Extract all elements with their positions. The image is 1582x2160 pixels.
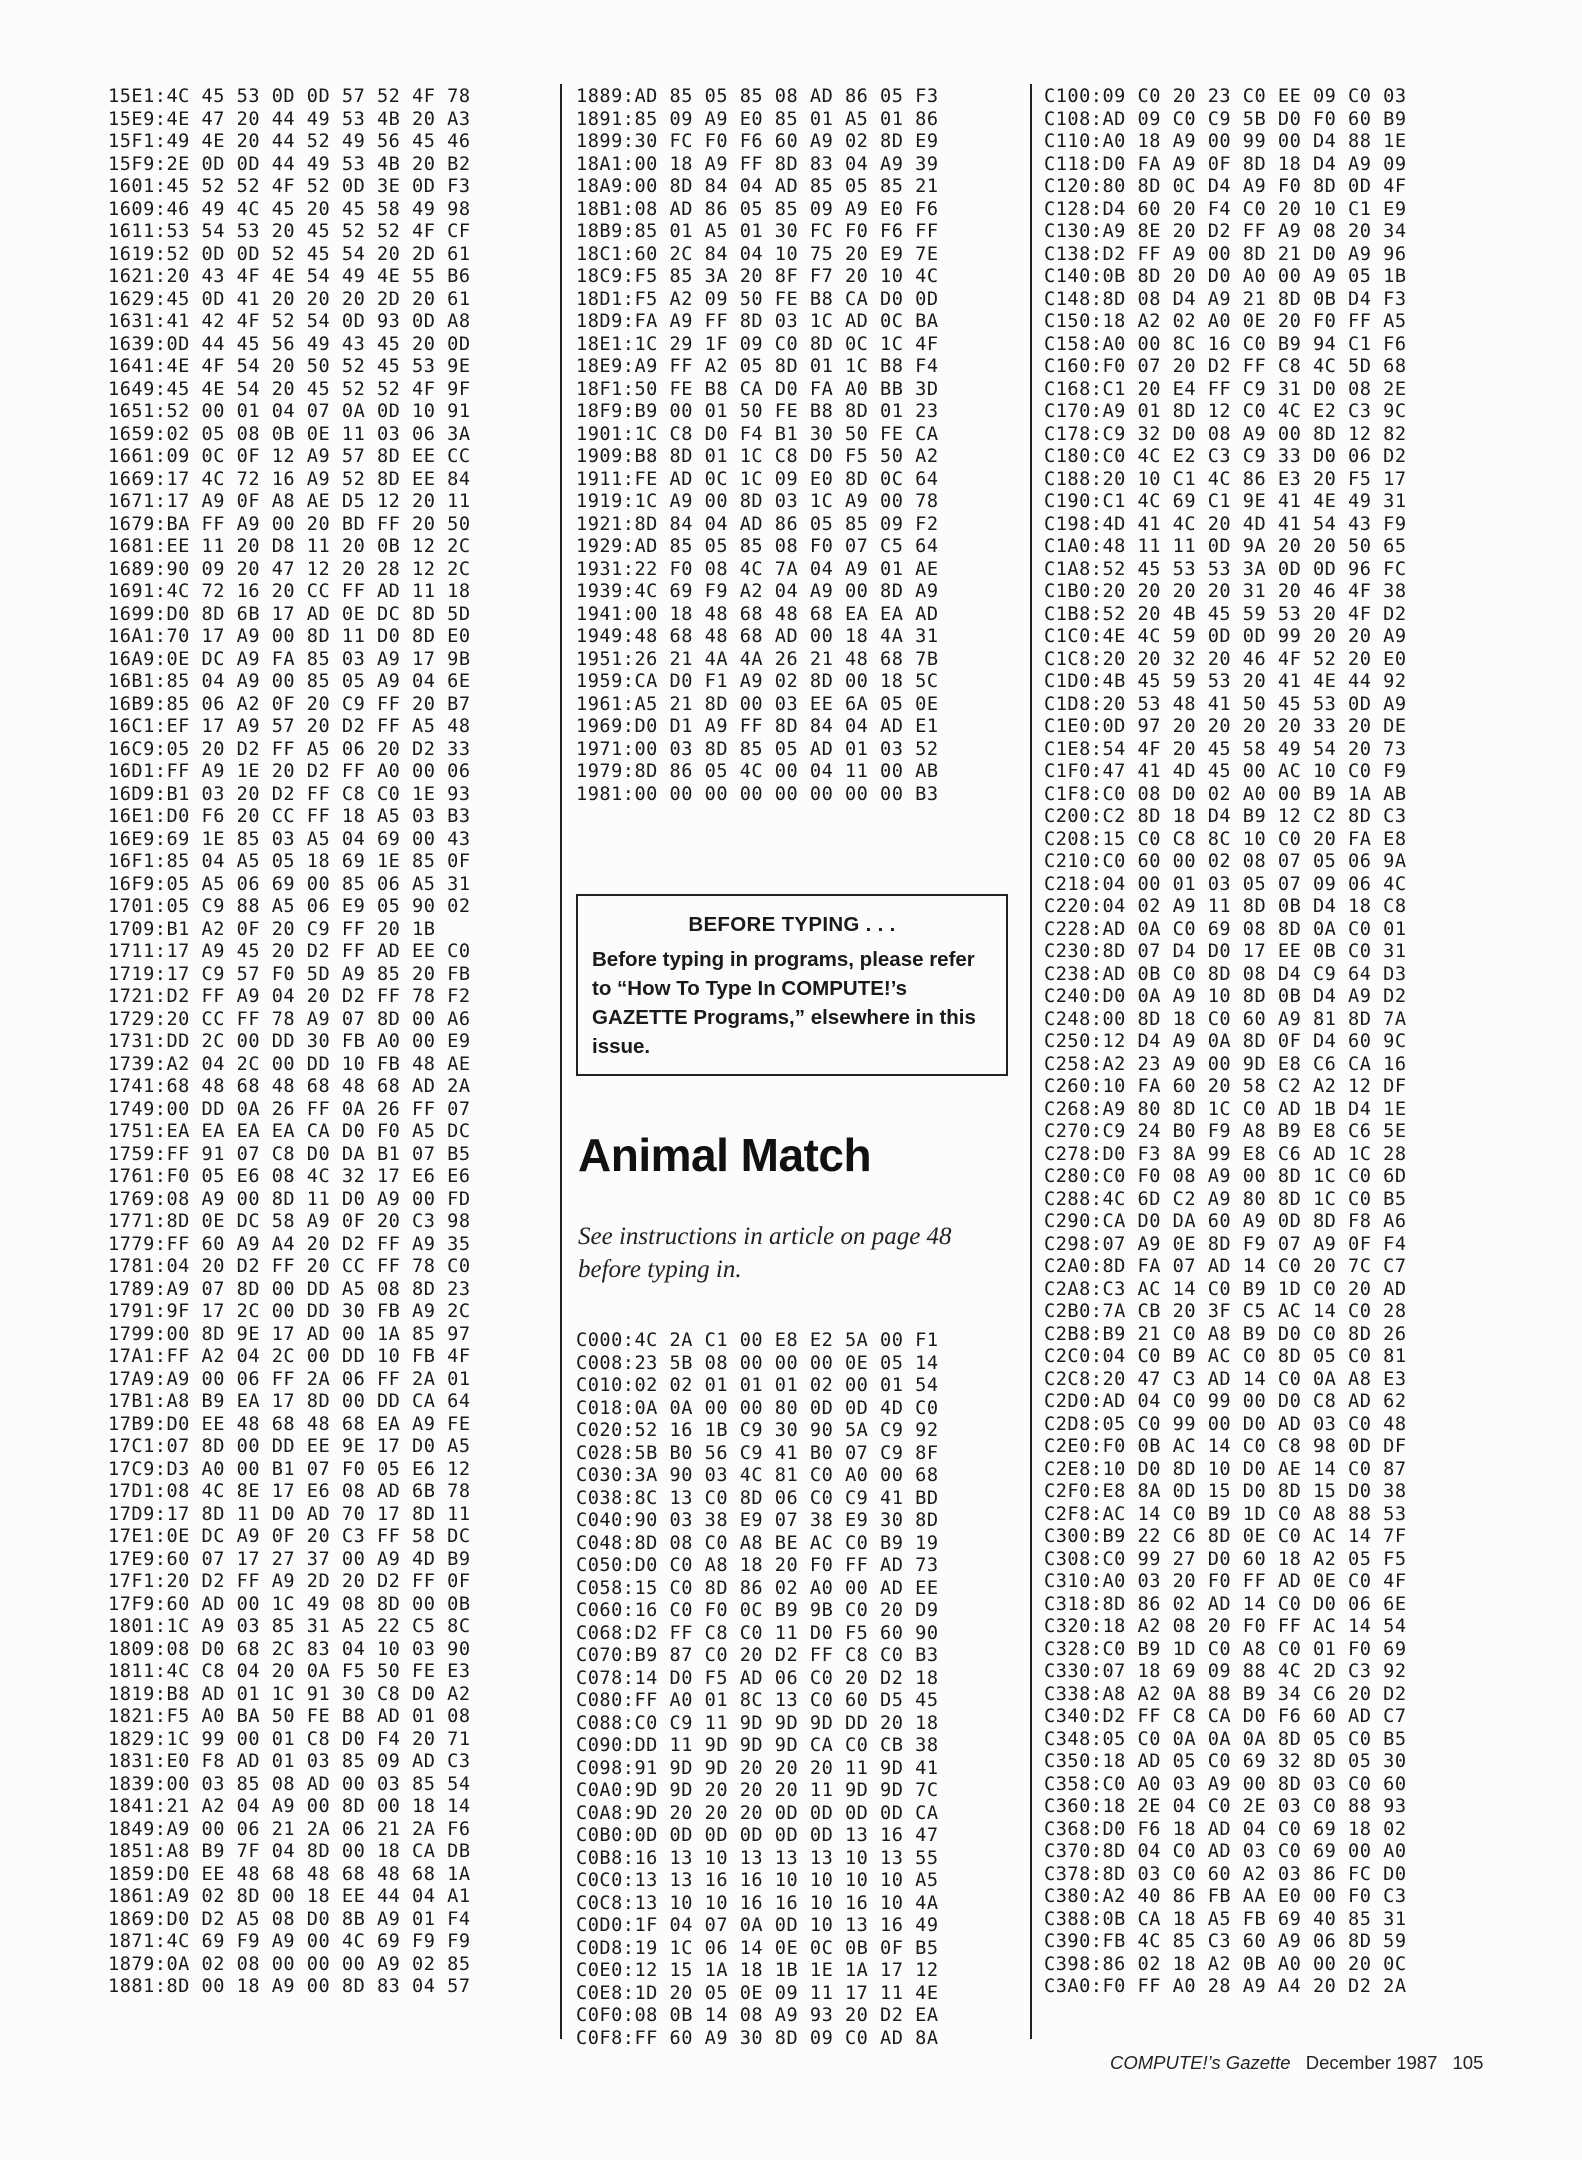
box-body: Before typing in programs, please refer to “How To Type In COMPUTE!’s GAZETTE Programs,” elsewhere in this issue. — [592, 948, 976, 1058]
listing-column-2-bottom: C000:4C 2A C1 00 E8 E2 5A 00 F1 C008:23 5B 08 00 00 00 0E 05 14 C010:02 02 01 01 01 02 00 01 54 C018:0A 0A 00 00 80 0D 0D 4D C0 C020:52 16 1B C9 30 90 5A C9 92 C028:5B B0 56 C9 41 B0 07 C9 8F C030:3A 90 03 4C 81 C0 A0 00 68 C038:8C 13 C0 8D 06 C0 C9 41 BD C040:90 03 38 E9 07 38 E9 30 8D C048:8D 08 C0 A8 BE AC C0 B9 19 C050:D0 C0 A8 18 20 F0 FF AD 73 C058:15 C0 8D 86 02 A0 00 AD EE C060:16 C0 F0 0C B9 9B C0 20 D9 C068:D2 FF C8 C0 11 D0 F5 60 90 C070:B9 87 C0 20 D2 FF C8 C0 B3 C078:14 D0 F5 AD 06 C0 20 D2 18 C080:FF A0 01 8C 13 C0 60 D5 45 C088:C0 C9 11 9D 9D 9D DD 20 18 C090:DD 11 9D 9D 9D CA C0 CB 38 C098:91 9D 9D 20 20 20 11 9D 41 C0A0:9D 9D 20 20 20 11 9D 9D 7C C0A8:9D 20 20 20 0D 0D 0D 0D CA C0B0:0D 0D 0D 0D 0D 0D 13 16 47 C0B8:16 13 10 13 13 13 10 13 55 C0C0:13 13 16 16 10 10 10 10 A5 C0C8:13 10 10 16 16 10 16 10 4A C0D0:1F 04 07 0A 0D 10 13 16 49 C0D8:19 1C 06 14 0E 0C 0B 0F B5 C0E0:12 15 1A 18 1B 1E 1A 17 12 C0E8:1D 20 05 0E 09 11 17 11 4E C0F0:08 0B 14 08 A9 93 20 D2 EA C0F8:FF 60 A9 30 8D 09 C0 AD 8A — [576, 1330, 939, 2049]
column-rule-1 — [560, 84, 562, 2039]
listing-column-3: C100:09 C0 20 23 C0 EE 09 C0 03 C108:AD 09 C0 C9 5B D0 F0 60 B9 C110:A0 18 A9 00 99 00 D4 88 1E C118:D0 FA A9 0F 8D 18 D4 A9 09 C120:80 8D 0C D4 A9 F0 8D 0D 4F C128:D4 60 20 F4 C0 20 10 C1 E9 C130:A9 8E 20 D2 FF A9 08 20 34 C138:D2 FF A9 00 8D 21 D0 A9 96 C140:0B 8D 20 D0 A0 00 A9 05 1B C148:8D 08 D4 A9 21 8D 0B D4 F3 C150:18 A2 02 A0 0E 20 F0 FF A5 C158:A0 00 8C 16 C0 B9 94 C1 F6 C160:F0 07 20 D2 FF C8 4C 5D 68 C168:C1 20 E4 FF C9 31 D0 08 2E C170:A9 01 8D 12 C0 4C E2 C3 9C C178:C9 32 D0 08 A9 00 8D 12 82 C180:C0 4C E2 C3 C9 33 D0 06 D2 C188:20 10 C1 4C 86 E3 20 F5 17 C190:C1 4C 69 C1 9E 41 4E 49 31 C198:4D 41 4C 20 4D 41 54 43 F9 C1A0:48 11 11 0D 9A 20 20 50 65 C1A8:52 45 53 53 3A 0D 0D 96 FC C1B0:20 20 20 20 31 20 46 4F 38 C1B8:52 20 4B 45 59 53 20 4F D2 C1C0:4E 4C 59 0D 0D 99 20 20 A9 C1C8:20 20 32 20 46 4F 52 20 E0 C1D0:4B 45 59 53 20 41 4E 44 92 C1D8:20 53 48 41 50 45 53 0D A9 C1E0:0D 97 20 20 20 20 33 20 DE C1E8:54 4F 20 45 58 49 54 20 73 C1F0:47 41 4D 45 00 AC 10 C0 F9 C1F8:C0 08 D0 02 A0 00 B9 1A AB C200:C2 8D 18 D4 B9 12 C2 8D C3 C208:15 C0 C8 8C 10 C0 20 FA E8 C210:C0 60 00 02 08 07 05 06 9A C218:04 00 01 03 05 07 09 06 4C C220:04 02 A9 11 8D 0B D4 18 C8 C228:AD 0A C0 69 08 8D 0A C0 01 C230:8D 07 D4 D0 17 EE 0B C0 31 C238:AD 0B C0 8D 08 D4 C9 64 D3 C240:D0 0A A9 10 8D 0B D4 A9 D2 C248:00 8D 18 C0 60 A9 81 8D 7A C250:12 D4 A9 0A 8D 0F D4 60 9C C258:A2 23 A9 00 9D E8 C6 CA 16 C260:10 FA 60 20 58 C2 A2 12 DF C268:A9 80 8D 1C C0 AD 1B D4 1E C270:C9 24 B0 F9 A8 B9 E8 C6 5E C278:D0 F3 8A 99 E8 C6 AD 1C 28 C280:C0 F0 08 A9 00 8D 1C C0 6D C288:4C 6D C2 A9 80 8D 1C C0 B5 C290:CA D0 DA 60 A9 0D 8D F8 A6 C298:07 A9 0E 8D F9 07 A9 0F F4 C2A0:8D FA 07 AD 14 C0 20 7C C7 C2A8:C3 AC 14 C0 B9 1D C0 20 AD C2B0:7A CB 20 3F C5 AC 14 C0 28 C2B8:B9 21 C0 A8 B9 D0 C0 8D 26 C2C0:04 C0 B9 AC C0 8D 05 C0 81 C2C8:20 47 C3 AD 14 C0 0A A8 E3 C2D0:AD 04 C0 99 00 D0 C8 AD 62 C2D8:05 C0 99 00 D0 AD 03 C0 48 C2E0:F0 0B AC 14 C0 C8 98 0D DF C2E8:10 D0 8D 10 D0 AE 14 C0 87 C2F0:E8 8A 0D 15 D0 8D 15 D0 38 C2F8:AC 14 C0 B9 1D C0 A8 88 53 C300:B9 22 C6 8D 0E C0 AC 14 7F C308:C0 99 27 D0 60 18 A2 05 F5 C310:A0 03 20 F0 FF AD 0E C0 4F C318:8D 86 02 AD 14 C0 D0 06 6E C320:18 A2 08 20 F0 FF AC 14 54 C328:C0 B9 1D C0 A8 C0 01 F0 69 C330:07 18 69 09 88 4C 2D C3 92 C338:A8 A2 0A 88 B9 34 C6 20 D2 C340:D2 FF C8 CA D0 F6 60 AD C7 C348:05 C0 0A 0A 0A 8D 05 C0 B5 C350:18 AD 05 C0 69 32 8D 05 30 C358:C0 A0 03 A9 00 8D 03 C0 60 C360:18 2E 04 C0 2E 03 C0 88 93 C368:D0 F6 18 AD 04 C0 69 18 02 C370:8D 04 C0 AD 03 C0 69 00 A0 C378:8D 03 C0 60 A2 03 86 FC D0 C380:A2 40 86 FB AA E0 00 F0 C3 C388:0B CA 18 A5 FB 69 40 85 31 C390:FB 4C 85 C3 60 A9 06 8D 59 C398:86 02 18 A2 0B A0 00 20 0C C3A0:F0 FF A0 28 A9 A4 20 D2 2A — [1044, 86, 1407, 1997]
column-rule-2 — [1030, 84, 1032, 2039]
footer-issue: December 1987 — [1305, 2052, 1438, 2073]
box-heading: BEFORE TYPING . . . — [688, 913, 896, 936]
article-subtitle: See instructions in article on page 48 before typing in. — [578, 1223, 952, 1283]
listing-column-2-top: 1889:AD 85 05 85 08 AD 86 05 F3 1891:85 09 A9 E0 85 01 A5 01 86 1899:30 FC F0 F6 60 A9 02 8D E9 18A1:00 18 A9 FF 8D 83 04 A9 39 18A9:00 8D 84 04 AD 85 05 85 21 18B1:08 AD 86 05 85 09 A9 E0 F6 18B9:85 01 A5 01 30 FC F0 F6 FF 18C1:60 2C 84 04 10 75 20 E9 7E 18C9:F5 85 3A 20 8F F7 20 10 4C 18D1:F5 A2 09 50 FE B8 CA D0 0D 18D9:FA A9 FF 8D 03 1C AD 0C BA 18E1:1C 29 1F 09 C0 8D 0C 1C 4F 18E9:A9 FF A2 05 8D 01 1C B8 F4 18F1:50 FE B8 CA D0 FA A0 BB 3D 18F9:B9 00 01 50 FE B8 8D 01 23 1901:1C C8 D0 F4 B1 30 50 FE CA 1909:B8 8D 01 1C C8 D0 F5 50 A2 1911:FE AD 0C 1C 09 E0 8D 0C 64 1919:1C A9 00 8D 03 1C A9 00 78 1921:8D 84 04 AD 86 05 85 09 F2 1929:AD 85 05 85 08 F0 07 C5 64 1931:22 F0 08 4C 7A 04 A9 01 AE 1939:4C 69 F9 A2 04 A9 00 8D A9 1941:00 18 48 68 48 68 EA EA AD 1949:48 68 48 68 AD 00 18 4A 31 1951:26 21 4A 4A 26 21 48 68 7B 1959:CA D0 F1 A9 02 8D 00 18 5C 1961:A5 21 8D 00 03 EE 6A 05 0E 1969:D0 D1 A9 FF 8D 84 04 AD E1 1971:00 03 8D 85 05 AD 01 03 52 1979:8D 86 05 4C 00 04 11 00 AB 1981:00 00 00 00 00 00 00 00 B3 — [576, 86, 939, 805]
before-typing-box — [576, 894, 1008, 1076]
footer-magazine: COMPUTE!’s Gazette — [1110, 2052, 1291, 2073]
footer-page-number: 105 — [1452, 2052, 1484, 2073]
article-title: Animal Match — [578, 1129, 872, 1181]
page-footer — [1110, 2052, 1493, 2074]
listing-column-1: 15E1:4C 45 53 0D 0D 57 52 4F 78 15E9:4E 47 20 44 49 53 4B 20 A3 15F1:49 4E 20 44 52 49 56 45 46 15F9:2E 0D 0D 44 49 53 4B 20 B2 1601:45 52 52 4F 52 0D 3E 0D F3 1609:46 49 4C 45 20 45 58 49 98 1611:53 54 53 20 45 52 52 4F CF 1619:52 0D 0D 52 45 54 20 2D 61 1621:20 43 4F 4E 54 49 4E 55 B6 1629:45 0D 41 20 20 20 2D 20 61 1631:41 42 4F 52 54 0D 93 0D A8 1639:0D 44 45 56 49 43 45 20 0D 1641:4E 4F 54 20 50 52 45 53 9E 1649:45 4E 54 20 45 52 52 4F 9F 1651:52 00 01 04 07 0A 0D 10 91 1659:02 05 08 0B 0E 11 03 06 3A 1661:09 0C 0F 12 A9 57 8D EE CC 1669:17 4C 72 16 A9 52 8D EE 84 1671:17 A9 0F A8 AE D5 12 20 11 1679:BA FF A9 00 20 BD FF 20 50 1681:EE 11 20 D8 11 20 0B 12 2C 1689:90 09 20 47 12 20 28 12 2C 1691:4C 72 16 20 CC FF AD 11 18 1699:D0 8D 6B 17 AD 0E DC 8D 5D 16A1:70 17 A9 00 8D 11 D0 8D E0 16A9:0E DC A9 FA 85 03 A9 17 9B 16B1:85 04 A9 00 85 05 A9 04 6E 16B9:85 06 A2 0F 20 C9 FF 20 B7 16C1:EF 17 A9 57 20 D2 FF A5 48 16C9:05 20 D2 FF A5 06 20 D2 33 16D1:FF A9 1E 20 D2 FF A0 00 06 16D9:B1 03 20 D2 FF C8 C0 1E 93 16E1:D0 F6 20 CC FF 18 A5 03 B3 16E9:69 1E 85 03 A5 04 69 00 43 16F1:85 04 A5 05 18 69 1E 85 0F 16F9:05 A5 06 69 00 85 06 A5 31 1701:05 C9 88 A5 06 E9 05 90 02 1709:B1 A2 0F 20 C9 FF 20 1B 1711:17 A9 45 20 D2 FF AD EE C0 1719:17 C9 57 F0 5D A9 85 20 FB 1721:D2 FF A9 04 20 D2 FF 78 F2 1729:20 CC FF 78 A9 07 8D 00 A6 1731:DD 2C 00 DD 30 FB A0 00 E9 1739:A2 04 2C 00 DD 10 FB 48 AE 1741:68 48 68 48 68 48 68 AD 2A 1749:00 DD 0A 26 FF 0A 26 FF 07 1751:EA EA EA EA CA D0 F0 A5 DC 1759:FF 91 07 C8 D0 DA B1 07 B5 1761:F0 05 E6 08 4C 32 17 E6 E6 1769:08 A9 00 8D 11 D0 A9 00 FD 1771:8D 0E DC 58 A9 0F 20 C3 98 1779:FF 60 A9 A4 20 D2 FF A9 35 1781:04 20 D2 FF 20 CC FF 78 C0 1789:A9 07 8D 00 DD A5 08 8D 23 1791:9F 17 2C 00 DD 30 FB A9 2C 1799:00 8D 9E 17 AD 00 1A 85 97 17A1:FF A2 04 2C 00 DD 10 FB 4F 17A9:A9 00 06 FF 2A 06 FF 2A 01 17B1:A8 B9 EA 17 8D 00 DD CA 64 17B9:D0 EE 48 68 48 68 EA A9 FE 17C1:07 8D 00 DD EE 9E 17 D0 A5 17C9:D3 A0 00 B1 07 F0 05 E6 12 17D1:08 4C 8E 17 E6 08 AD 6B 78 17D9:17 8D 11 D0 AD 70 17 8D 11 17E1:0E DC A9 0F 20 C3 FF 58 DC 17E9:60 07 17 27 37 00 A9 4D B9 17F1:20 D2 FF A9 2D 20 D2 FF 0F 17F9:60 AD 00 1C 49 08 8D 00 0B 1801:1C A9 03 85 31 A5 22 C5 8C 1809:08 D0 68 2C 83 04 10 03 90 1811:4C C8 04 20 0A F5 50 FE E3 1819:B8 AD 01 1C 91 30 C8 D0 A2 1821:F5 A0 BA 50 FE B8 AD 01 08 1829:1C 99 00 01 C8 D0 F4 20 71 1831:E0 F8 AD 01 03 85 09 AD C3 1839:00 03 85 08 AD 00 03 85 54 1841:21 A2 04 A9 00 8D 00 18 14 1849:A9 00 06 21 2A 06 21 2A F6 1851:A8 B9 7F 04 8D 00 18 CA DB 1859:D0 EE 48 68 48 68 48 68 1A 1861:A9 02 8D 00 18 EE 44 04 A1 1869:D0 D2 A5 08 D0 8B A9 01 F4 1871:4C 69 F9 A9 00 4C 69 F9 F9 1879:0A 02 08 00 00 00 A9 02 85 1881:8D 00 18 A9 00 8D 83 04 57 — [108, 86, 471, 1997]
